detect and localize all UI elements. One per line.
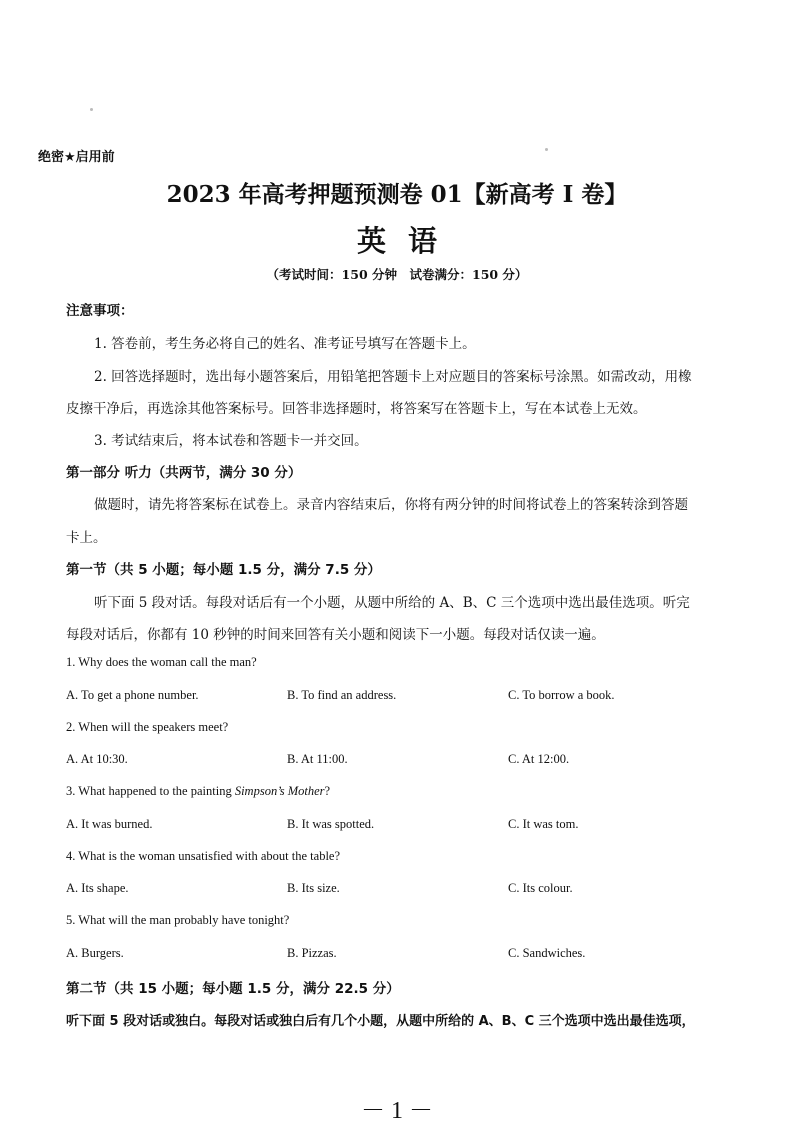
section1-instruction-line-1: 听下面 5 段对话。每段对话后有一个小题，从题中所给的 A、B、C 三个选项中选出最佳选项。听完 <box>94 595 690 611</box>
notice-item-2-line-1: 2. 回答选择题时，选出每小题答案后，用铅笔把答题卡上对应题目的答案标号涂黑。如需改动，用橡 <box>94 369 692 385</box>
scan-speck <box>545 148 548 151</box>
question-2-option-c: C. At 12:00. <box>508 752 570 766</box>
question-1-option-c: C. To borrow a book. <box>508 688 615 702</box>
scan-speck <box>90 108 93 111</box>
section1-heading: 第一节（共 5 小题；每小题 1.5 分，满分 7.5 分） <box>66 562 381 578</box>
question-5-option-a: A. Burgers. <box>66 946 124 960</box>
section2-instruction-line-1: 听下面 5 段对话或独白。每段对话或独白后有几个小题，从题中所给的 A、B、C 三个选项中选出最佳选项， <box>66 1014 695 1029</box>
question-5-option-b: B. Pizzas. <box>287 946 337 960</box>
part1-heading: 第一部分 听力（共两节，满分 30 分） <box>66 465 302 481</box>
question-3-option-c: C. It was tom. <box>508 817 579 831</box>
question-2-option-a: A. At 10:30. <box>66 752 128 766</box>
painting-title: Simpson’s Mother <box>234 784 325 798</box>
question-4: 4. What is the woman unsatisfied with about the table? <box>66 849 341 863</box>
question-3-mark: ? <box>324 784 331 798</box>
question-3-text: 3. What happened to the painting <box>66 784 235 798</box>
question-4-option-c: C. Its colour. <box>508 881 573 895</box>
section1-instruction-line-2: 每段对话后，你都有 10 秒钟的时间来回答有关小题和阅读下一小题。每段对话仅读一遍。 <box>66 627 605 643</box>
subject-title: 英语 <box>356 224 459 258</box>
exam-info: （考试时间：150 分钟 试卷满分：150 分） <box>266 267 528 282</box>
question-4-option-a: A. Its shape. <box>66 881 129 895</box>
question-3-option-a: A. It was burned. <box>66 817 153 831</box>
question-5: 5. What will the man probably have tonight? <box>66 913 290 927</box>
confidential-label: 绝密★启用前 <box>38 150 115 165</box>
exam-title: 2023 年高考押题预测卷 01【新高考 I 卷】 <box>166 181 628 208</box>
question-1-option-b: B. To find an address. <box>287 688 397 702</box>
question-2-option-b: B. At 11:00. <box>287 752 348 766</box>
section2-heading: 第二节（共 15 小题；每小题 1.5 分，满分 22.5 分） <box>66 981 400 997</box>
page-number: － 1 － <box>361 1098 433 1124</box>
question-4-option-b: B. Its size. <box>287 881 340 895</box>
question-5-option-c: C. Sandwiches. <box>508 946 586 960</box>
question-1: 1. Why does the woman call the man? <box>66 655 257 669</box>
question-3 <box>66 784 330 799</box>
notice-heading: 注意事项： <box>66 303 134 319</box>
question-2: 2. When will the speakers meet? <box>66 720 229 734</box>
notice-item-2-line-2: 皮擦干净后，再选涂其他答案标号。回答非选择题时，将答案写在答题卡上，写在本试卷上无效。 <box>66 401 647 417</box>
question-3-option-b: B. It was spotted. <box>287 817 375 831</box>
part1-instruction-line-2: 卡上。 <box>66 530 107 546</box>
part1-instruction-line-1: 做题时，请先将答案标在试卷上。录音内容结束后，你将有两分钟的时间将试卷上的答案转涂到答题 <box>94 497 688 513</box>
question-1-option-a: A. To get a phone number. <box>66 688 199 702</box>
notice-item-3: 3. 考试结束后，将本试卷和答题卡一并交回。 <box>94 433 368 449</box>
notice-item-1: 1. 答卷前，考生务必将自己的姓名、准考证号填写在答题卡上。 <box>94 336 476 352</box>
